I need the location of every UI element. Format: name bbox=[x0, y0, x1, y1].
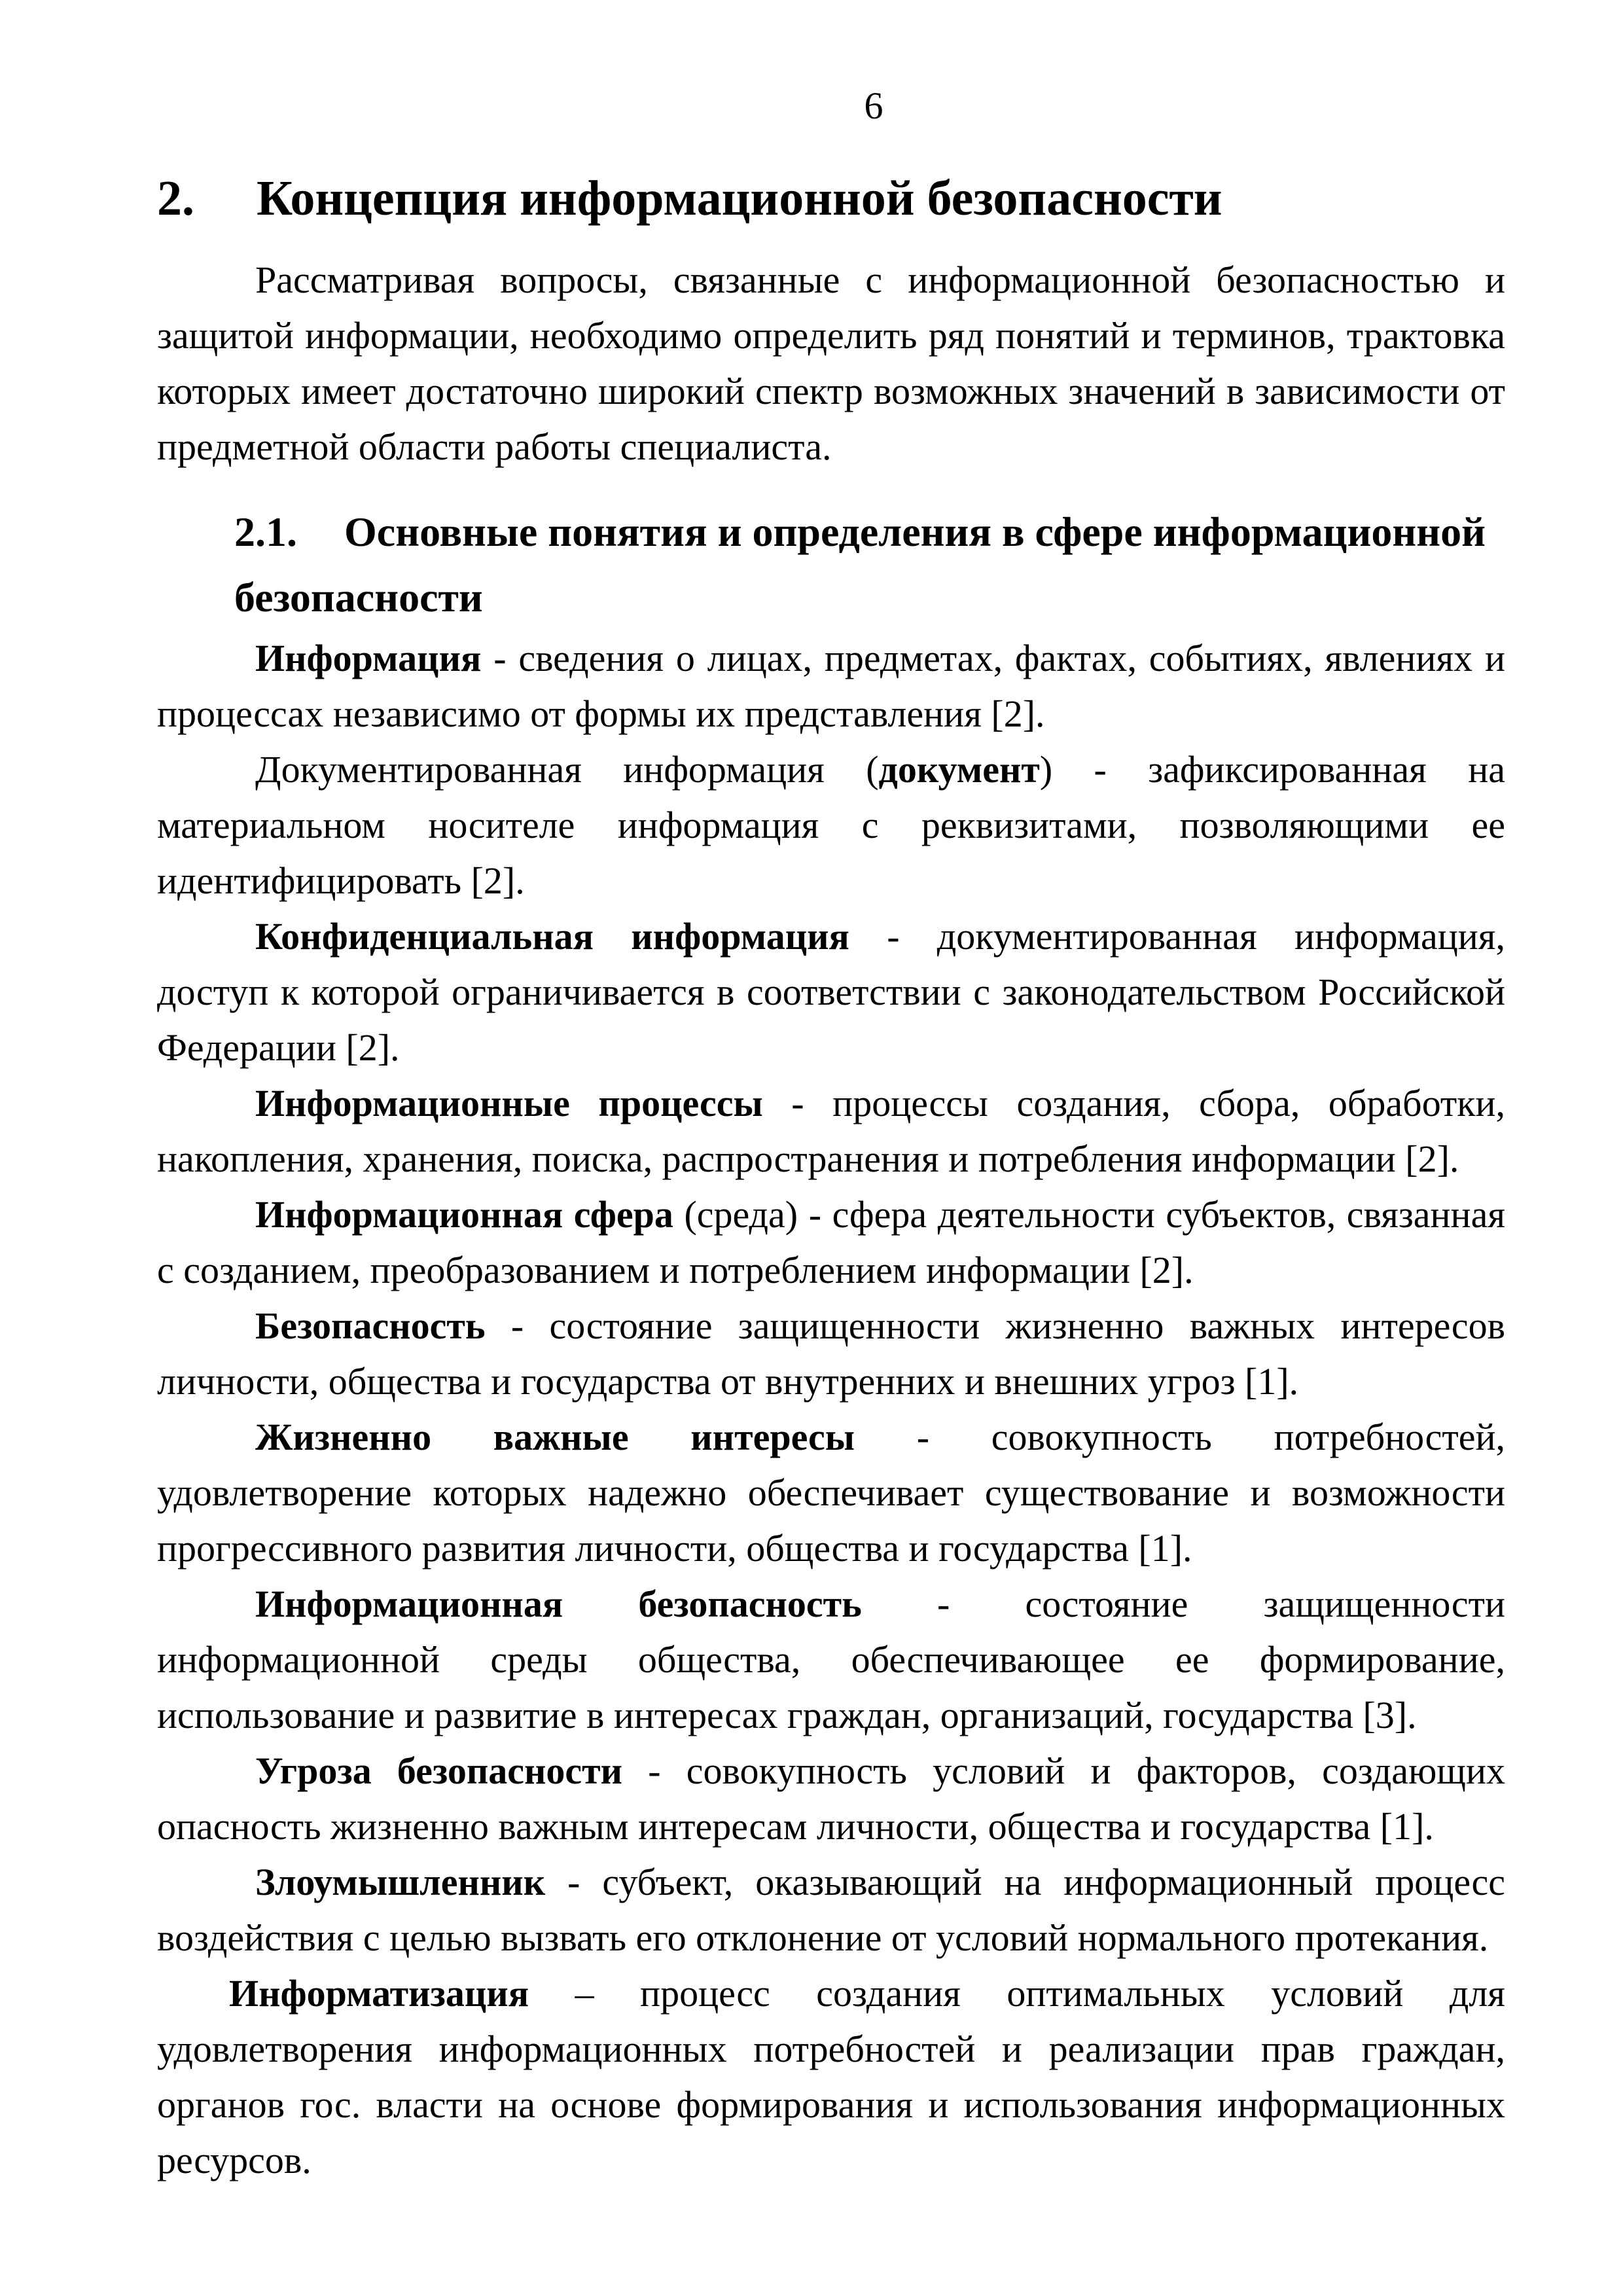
definition-paragraph-information-security: Информационная безопасность - состояние защищенности информационной среды общества, обеспечивающее ее формирование, использование и развитие в интересах граждан, организаций, государства [3]. bbox=[157, 1583, 1505, 1736]
definition-paragraph-vital-interests: Жизненно важные интересы - совокупность потребностей, удовлетворение которых надежно обеспечивает существование и возможности прогрессивного развития личности, общества и государства [1]. bbox=[157, 1416, 1506, 1570]
section-heading bbox=[157, 169, 1505, 228]
definition-paragraph-security: Безопасность - состояние защищенности жизненно важных интересов личности, общества и государства от внутренних и внешних угроз [1]. bbox=[157, 1304, 1505, 1403]
definition-paragraph-intruder: Злоумышленник - субъект, оказывающий на информационный процесс воздействия с целью вызвать его отклонение от условий нормального протекания. bbox=[157, 1861, 1505, 1959]
subsection-number: 2.1. bbox=[234, 509, 297, 555]
intro-paragraph: Рассматривая вопросы, связанные с информационной безопасностью и защитой информации, необходимо определить ряд понятий и терминов, трактовка которых имеет достаточно широкий спектр возможных значений в зависимости от предметной области работы специалиста. bbox=[157, 259, 1505, 468]
page-number: 6 bbox=[864, 84, 883, 127]
definition-paragraph-confidential-information: Конфиденциальная информация - документированная информация, доступ к которой ограничивается в соответствии с законодательством Российской Федерации [2]. bbox=[157, 915, 1505, 1069]
section-number: 2. bbox=[157, 171, 194, 226]
subsection-title: Основные понятия и определения в сфере информационной безопасности bbox=[234, 509, 1486, 620]
definition-paragraph-security-threat: Угроза безопасности - совокупность условий и факторов, создающих опасность жизненно важным интересам личности, общества и государства [1]. bbox=[157, 1749, 1505, 1848]
definition-paragraph-documented-information: Документированная информация (документ) - зафиксированная на материальном носителе информация с реквизитами, позволяющими ее идентифицировать [2]. bbox=[157, 748, 1505, 902]
definition-paragraph-information: Информация - сведения о лицах, предметах, фактах, событиях, явлениях и процессах независимо от формы их представления [2]. bbox=[157, 637, 1505, 735]
definition-paragraph-informatization: Информатизация – процесс создания оптимальных условий для удовлетворения информационных потребностей и реализации прав граждан, органов гос. власти на основе формирования и использования информационных ресурсов. bbox=[157, 1972, 1505, 2181]
section-title: Концепция информационной безопасности bbox=[257, 171, 1222, 226]
definition-paragraph-information-sphere: Информационная сфера (среда) - сфера деятельности субъектов, связанная с созданием, преобразованием и потреблением информации [2]. bbox=[157, 1193, 1505, 1291]
definition-paragraph-information-processes: Информационные процессы - процессы создания, сбора, обработки, накопления, хранения, поиска, распространения и потребления информации [2]. bbox=[157, 1082, 1505, 1180]
subsection-heading bbox=[234, 499, 1505, 630]
